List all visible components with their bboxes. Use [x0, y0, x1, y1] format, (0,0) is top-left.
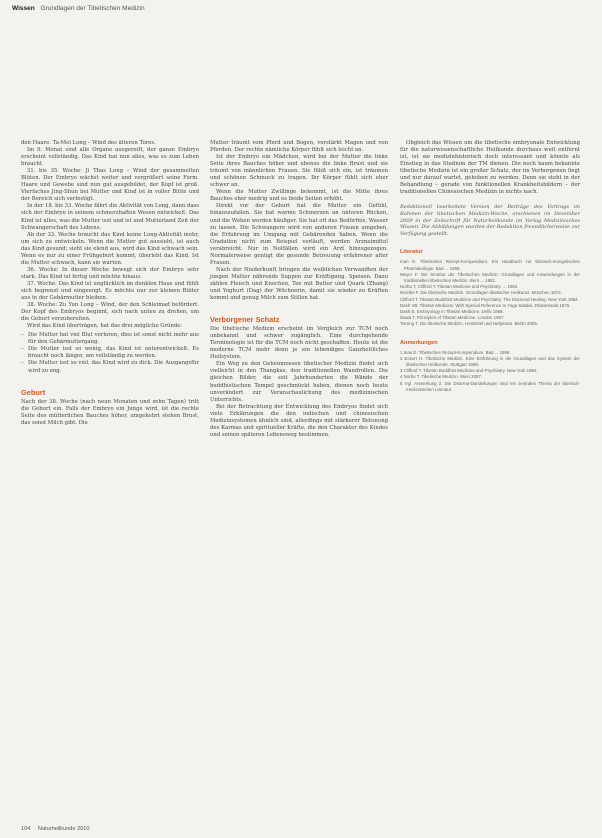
paragraph: Bei der Betrachtung der Entwicklung des Embryos findet sich viele Erklärungen die den indischen und chinesischen Medizinsystemen ähnlich sind, allerdings mit stärkerer Betonung des Karmas und spiritueller Kräfte, die den Charakter des Kindes und seinen späteren Lebensweg bestimmen. [210, 403, 388, 438]
paragraph: Ein Weg zu den Geheimnissen tibetischer Medizin findet sich vielleicht in den Thangkas, den traditionellen Wandrollen. Die gleichen Bilder, die seit Jahrhunderten die Wände der buddhistischen Tempel geschmückt haben, dienen noch heute unverändert zur Veranschaulichung des medizinischen Unterrichts. [210, 361, 388, 403]
reference-item: Dash VB. Tibetan Medicine: With Special Reference to Yoga Sataka. Dharamsala 1976. [400, 302, 571, 308]
paragraph: In der 18. bis 33. Woche fährt die Aktivität von Long, dann dass sich der Embryo in seinem schmerzhaften Wesen entwickelt. Das Kind ist alles, was die Mutter isst und ist und Mutterland Zeit der Schwangerschaft des Lebens. [21, 203, 199, 231]
page-footer [21, 826, 90, 832]
section-heading-birth: Geburt [21, 387, 46, 397]
running-header [12, 5, 145, 12]
paragraph: Obgleich das Wissen um die tibetische embryonale Entwicklung für die naturwissenschaftliche Heilkunde durchaus weit entfernt ist, ist sie medizinhistorisch doch interessant und könnte als Einstieg in das Studium der TM dienen. Die noch kaum bekannte tibetische Medizin ist ein großer Schatz, der im Verborgenen liegt und nur darauf wartet, gehoben zu werden. Denn sie steht in der Behandlung – gerade von funktionellen Krankheitsbildern – der traditionellen Chinesischen Medizin in nichts nach. [400, 140, 580, 196]
literature-heading: Literatur [400, 249, 423, 256]
note-item: 2 Eckert H. Tibetische Medizin. Eine Einführung in die Grundlagen und das System der tibetischen Heilkunde. Stuttgart 1999. [400, 355, 580, 368]
header-topic: Grundlagen der Tibetischen Medizin [40, 5, 145, 12]
column-3 [400, 140, 580, 393]
reference-item: Norbu T, Clifford T. Tibetan Medicine and Psychiatry. ... 1984. [400, 284, 519, 290]
paragraph: Die tibetische Medizin erscheint im Vergleich zur TCM noch unbekannt und schwer zugänglich. Eine durchgehende Terminologie ist für die TCM noch nicht geschaffen. Heute ist die moderne TCM mehr denn je ein lebendiges Ganzheitliches Heilsystem. [210, 326, 388, 361]
paragraph: Wird das Kind überträgen, hat das drei mögliche Gründe: [27, 323, 183, 330]
list-item: – Die Mutter isst so wenig, das Kind ist unterentwickelt. Es braucht noch länger, um vollständig zu werden. [28, 346, 199, 360]
note-item: 3 Clifford T. Tibetan Buddhist Medicine and Psychiatry. New York 1984. [400, 368, 538, 374]
paragraph: 37. Woche: Das Kind ist unglücklich im dunklen Haus und fühlt sich begrenzt und eingeengt. Es möchte nur zur kleinen Bilder aus in der Gebärmutter bleiben. [21, 280, 199, 302]
paragraph: Nach der Niederkunft bringen die weiblichen Verwandten der jungen Mutter nährende Suppen zur Kräftigung. Speisen. Dazu zählen Fleisch und Knochen, Tee mit Butter und Quark (Zhang) und Yoghurt (Dag) der Wöchnerin, damit sie wieder zu Kräften kommt und genug Milch zum Stillen hat. [210, 266, 388, 302]
paragraph: Direkt vor der Geburt hat die Mutter ein Gefühl, hinauszufallen. Sie hat warme Schmerzen an unteren Rücken, und die Wehen werden häufiger. Sie hat oft das Bedürfnis, Wasser zu lassen. Die Schwangere wird von anderen Frauen umgeben, die Erfahrung im Umgang mit Gebärenden haben. Wenn die Gradation nicht zum Beispiel verläuft, werden Arzneimittel verabreicht. Nur in Notfällen wird ein Arzt hinzugezogen. Normalerweise genügt die gesunde Betreuung erfahrener alter Frauen. [210, 203, 388, 266]
list-item: – Die Mutter hat viel Blut verloren, dies ist sonst nicht mehr aus für den Gebärmuttergang. [28, 332, 199, 346]
reference-item: Tsering T. Die tibetische Medizin. Heilmittel und Heilpraxis. Berlin 2005. [400, 321, 539, 327]
page-number: 104 [21, 826, 31, 832]
paragraph: Mutter träumt vom Pferd und Bogen, verstärkt Magen und von Pferden. Der rechte nämliche Körper fühlt sich leicht an. [210, 140, 388, 154]
paragraph: den Haare. Ta-Mei Long – Wind des älteren Tores. [21, 140, 156, 146]
paragraph: Ist der Embryo ein Mädchen, wird bei der Mutter die linke Seite ihres Bauches höher und ebenso die linke Brust und sie träumt von männlichen Frauen. Sie fühlt sich ein, ist träumen und schönen Schmuck zu tragen. Ihr Körper fühlt sich eher schwer an. [210, 154, 388, 189]
note-item: 1 Inan E. Tibetisches Rezept-Kompendium. Bad ... 1998. [400, 349, 511, 355]
paragraph: 38. Woche: Zu Yun Long – Wind, der den Schleimad befördert. Der Kopf des Embryos beginnt, sich nach unten zu drehen, um die Geburt vorzubereiten. [21, 302, 199, 323]
reference-item: Meyer F. Die Struktur der Tibetischen Medizin: Grundlagen und Anwendungen in der traditionellen tibetischen Medizin. Bern ... 1981. [400, 271, 580, 283]
notes-list [400, 350, 580, 393]
reference-item: Reichle F. Die tibetische Medizin. Grundlagen tibetischer Heilkunst. München 1973. [400, 290, 562, 296]
notes-heading: Anmerkungen [400, 339, 438, 346]
header-section: Wissen [12, 5, 35, 12]
reference-item: Clifford T. Tibetan Buddhist Medicine and Psychiatry. The Diamond Healing. New York 1984. [400, 296, 579, 302]
column-2 [210, 140, 388, 439]
note-item: 4 Norbu T. Tibetische Medizin. Wien 2007. [400, 374, 483, 380]
paragraph: Ab der 33. Woche braucht das Kind keine Long-Aktivität mehr, um sich zu entwickeln. Wenn die Mutter gut aussieht, ist auch das Kind gesund; sieht sie elend aus, wird das Kind schwach sein. Wenn es nur zu einer Frühgeburt kommt, überlebt das Kind. Ist die Mutter schwach, kann sie warten. [21, 231, 199, 266]
paragraph: Im 9. Monat sind alle Organe ausgereift, der ganze Embryo erscheint vollständig. Das Kind hat nun alles, was es zum Leben braucht. [21, 147, 199, 168]
journal-name: Naturheilkunde 2010 [37, 826, 90, 832]
editorial-note: Redaktionell bearbeitete Version der Beiträge des Vortrags im Rahmen der tibetischen Medizin-Woche, erschienen im Dezember 2009 in der Zeitschrift für Naturheilkunde im Verlag Medizinisches Wissen. Die Abbildungen wurden der Redaktion freundlicherweise zur Verfügung gestellt. [400, 204, 580, 237]
paragraph: 36. Woche: In dieser Woche bewegt sich der Embryo sehr stark. Das Kind ist fertig und möchte hinaus. [21, 266, 199, 280]
paragraph: 31. bis 35. Woche: Ji Thas Long – Wind der gesammelten Blüten. Der Embryo wächst weiter und vergrößert seine Form. Haare und Gewebe sind nun gut ausgebildet, der Kopf ist groß. Vierfaches Jing-Shun bei Mutter und Kind ist in voller Blüte und der Bereich sich verfestigt. [21, 168, 199, 203]
section-heading-hidden-treasure: Verborgener Schatz [210, 315, 280, 325]
reference-item: Dash B. Embryology in Tibetan Medicine. Delhi 1988. [400, 309, 504, 315]
reference-item: Dawa T. Principles of Tibetan Medicine. London 1997. [400, 315, 505, 321]
paragraph: Nach der 38. Woche (nach neun Monaten und zehn Tagen) tritt die Geburt ein. Falls der Embryo ein Junge wird, ist die rechte Seite des mütterlichen Bauches höher, umgekehrt stehen Brust, das sonst Milch gibt. Die [21, 398, 199, 426]
list-item: – Die Mutter isst so viel, das Kind wird zu dick. Die Ausgangsfür wird zu eng. [28, 360, 199, 374]
paragraph: Wenn die Mutter Zwillinge bekommt, ist die Mitte ihres Bauches eher niedrig und es beide Seiten erhöht. [210, 189, 388, 203]
note-item: 5 Vgl. Anmerkung 2. Die Dharma-Darstellungen sind ein zentrales Thema der tibetisch-medizinischen Literatur. [400, 380, 580, 392]
reference-list [400, 259, 580, 327]
reference-item: Inan E. Tibetisches Rezept-Kompendium. Ein Handbuch zur tibetisch-mongolischen Pharmakologie. Bad ... 1998. [400, 259, 580, 271]
column-1 [21, 140, 199, 427]
bullet-list [21, 332, 199, 374]
